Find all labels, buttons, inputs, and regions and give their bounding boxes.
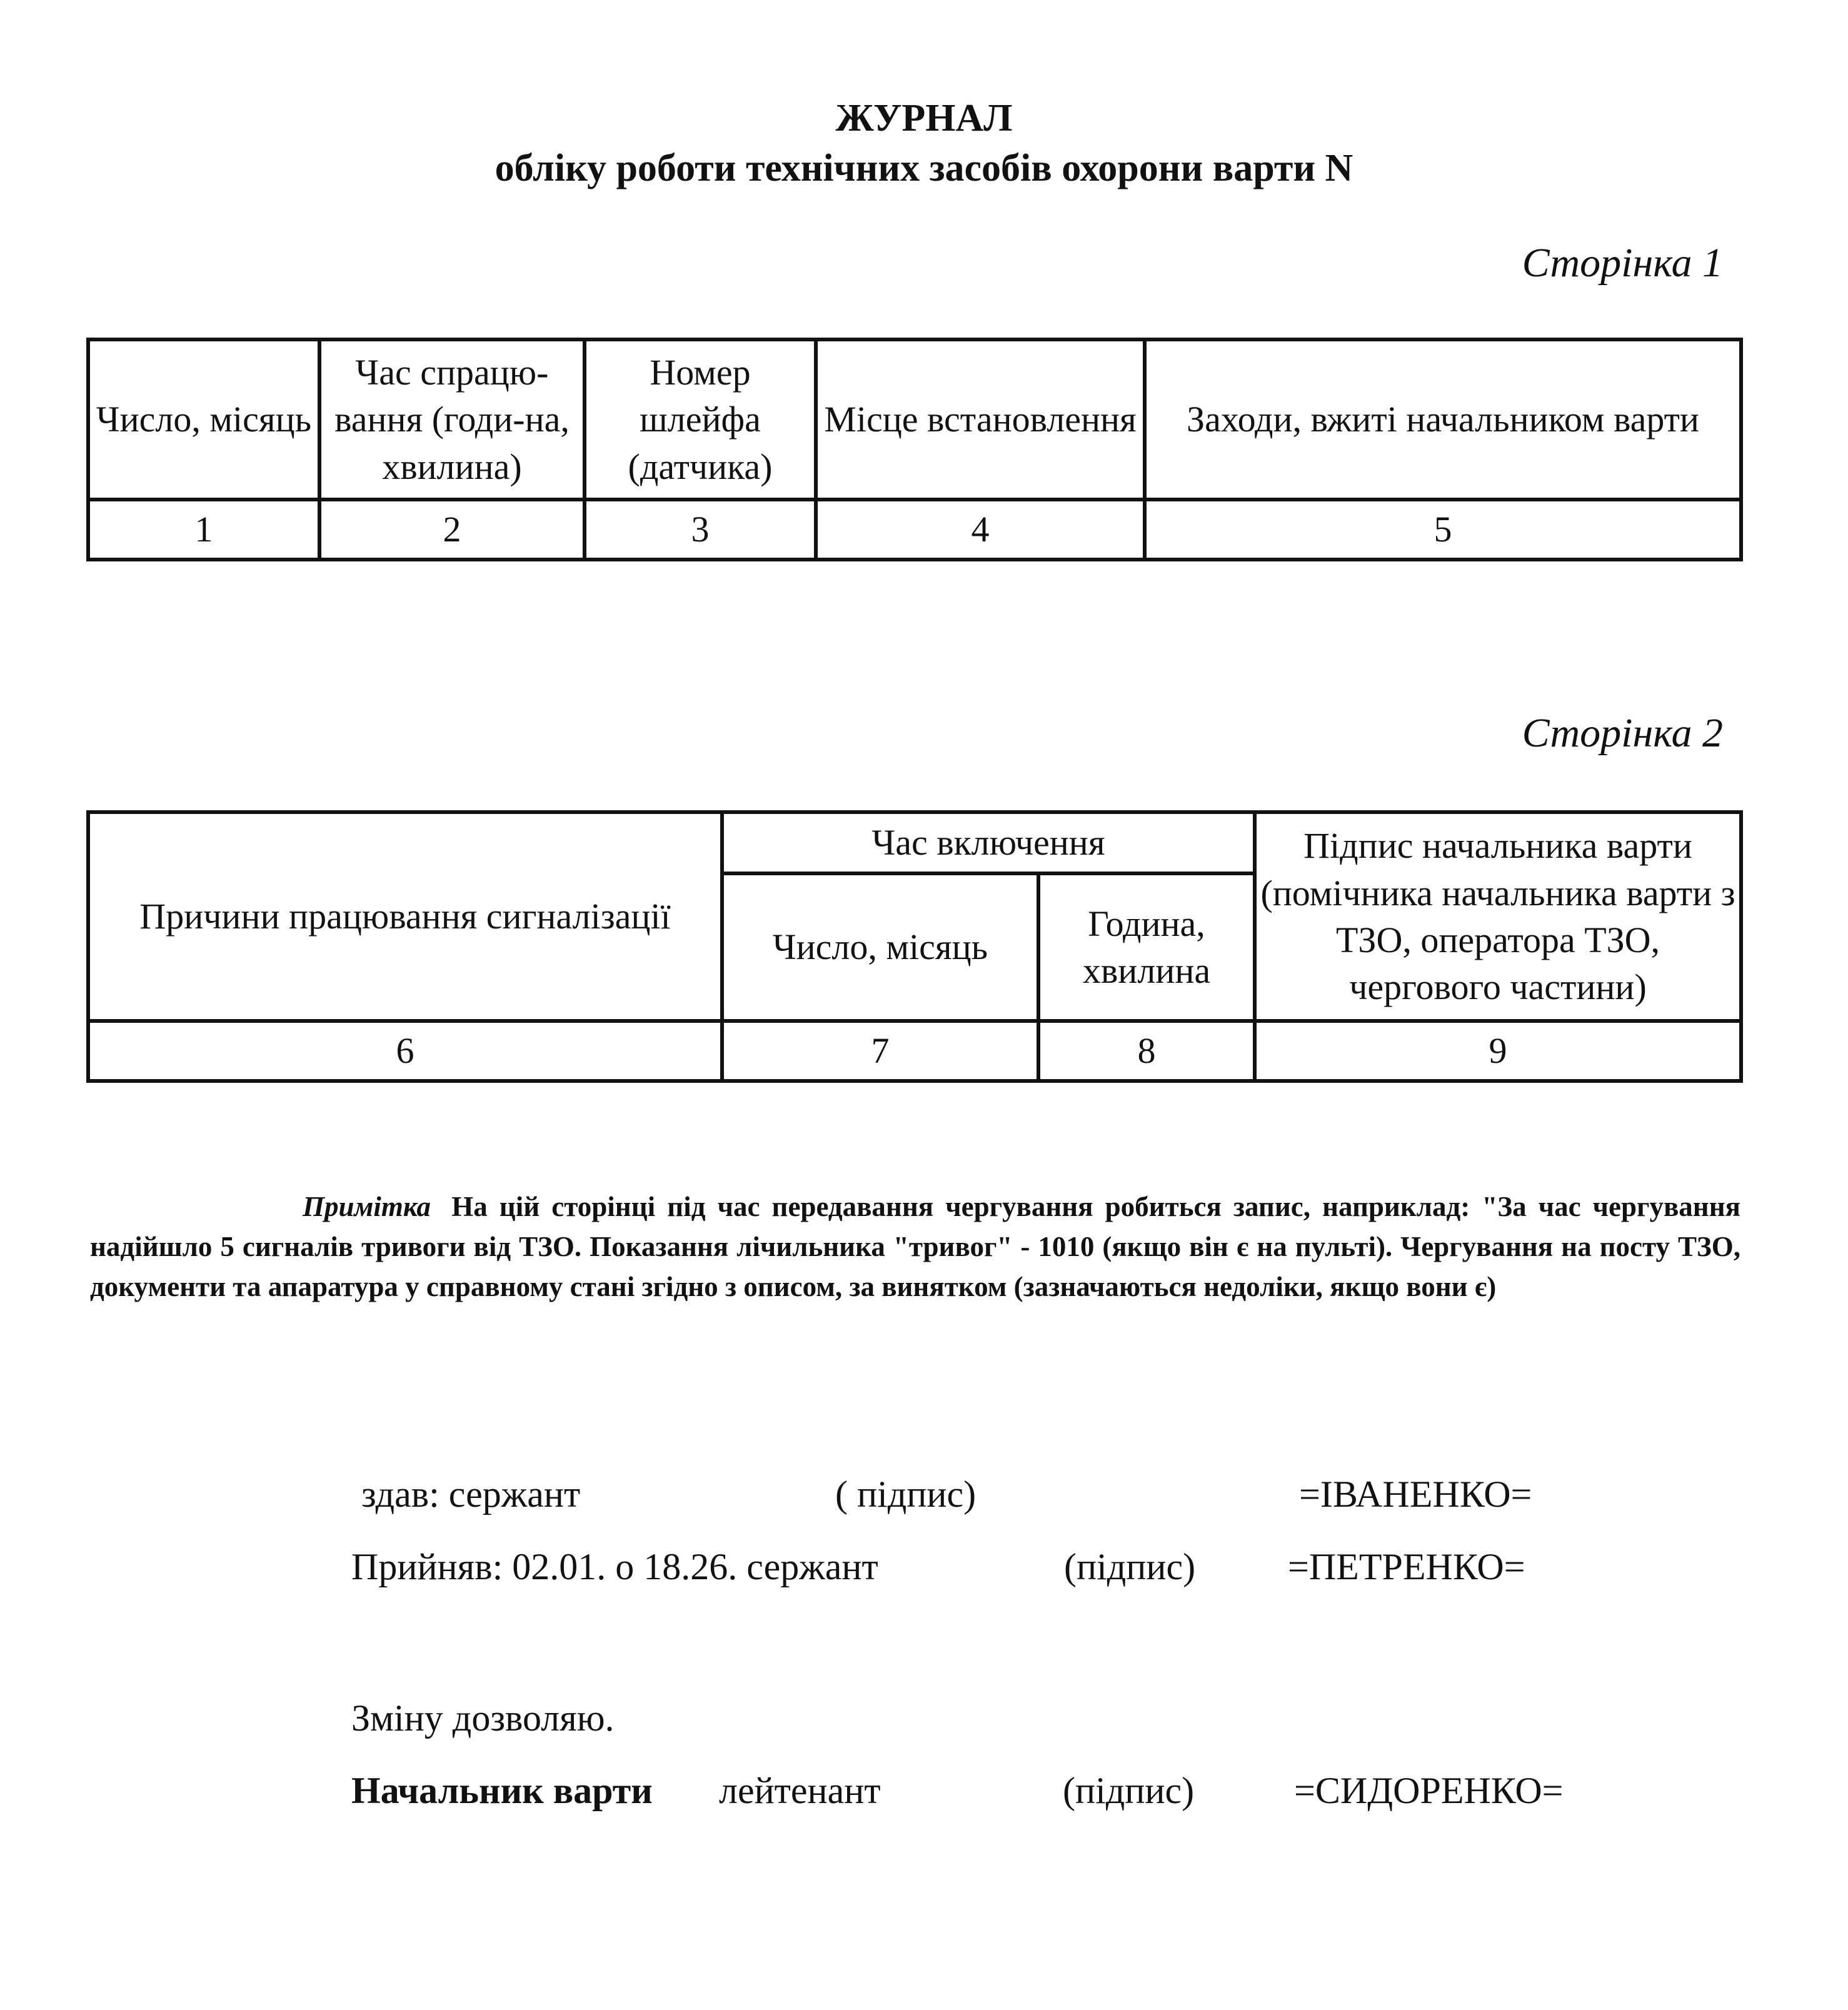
journal-title: ЖУРНАЛ: [835, 97, 1013, 139]
column-header-location: Місце встановлення: [816, 339, 1145, 500]
column-number: 7: [722, 1021, 1038, 1081]
column-number: 8: [1038, 1021, 1255, 1081]
note-text: На цій сторінці під час передавання чергування робиться запис, наприклад: "За час чергування надійшло 5 сигналів тривоги від ТЗО. Показання лічильника "тривог" - 1010 (якщо він є на пульті). Чергування на посту ТЗО, документи та апаратура у справному стані згідно з описом, за винятком (зазначаються недоліки, якщо вони є): [90, 1191, 1740, 1302]
chief-name: =СИДОРЕНКО=: [1294, 1770, 1564, 1811]
column-header-trigger-time: Час спрацю-вання (годи-на, хвилина): [319, 339, 585, 500]
chief-rank: лейтенант: [719, 1770, 881, 1811]
column-header-loop-number: Номер шлейфа (датчика): [585, 339, 816, 500]
column-header-switch-hour: Година, хвилина: [1038, 873, 1255, 1021]
chief-signature: (підпис): [1063, 1770, 1195, 1811]
column-number: 9: [1255, 1021, 1741, 1081]
shift-allowed-text: Зміну дозволяю.: [351, 1697, 615, 1739]
column-group-switch-on-time: Час включення: [722, 812, 1255, 873]
page-2-table: [86, 810, 1743, 1083]
handed-over-signature: ( підпис): [835, 1474, 977, 1515]
column-header-alarm-causes: Причини працювання сигналізації: [88, 812, 722, 1021]
column-number: 2: [319, 500, 585, 560]
page-2-header-row: [88, 812, 1741, 873]
handed-over-name: =ІВАНЕНКО=: [1299, 1474, 1532, 1515]
page-1-header-row: [88, 339, 1741, 500]
column-header-switch-date: Число, місяць: [722, 873, 1038, 1021]
page-1-label: Сторінка 1: [1522, 240, 1723, 286]
page-1-number-row: [88, 500, 1741, 560]
chief-title: Начальник варти: [351, 1770, 653, 1811]
column-number: 5: [1145, 500, 1741, 560]
journal-subtitle: обліку роботи технічних засобів охорони варти N: [495, 147, 1353, 189]
column-header-date: Число, місяць: [88, 339, 319, 500]
accepted-signature: (підпис): [1064, 1546, 1196, 1587]
handed-over-text: здав: сержант: [361, 1474, 581, 1515]
column-number: 6: [88, 1021, 722, 1081]
note-paragraph: [90, 1187, 1740, 1307]
column-header-signature: Підпис начальника варти (помічника начальника варти з ТЗО, оператора ТЗО, чергового частини): [1255, 812, 1741, 1021]
note-label: Примітка: [303, 1191, 431, 1222]
page-2-label: Сторінка 2: [1522, 710, 1723, 756]
column-number: 3: [585, 500, 816, 560]
accepted-text: Прийняв: 02.01. о 18.26. сержант: [351, 1546, 878, 1587]
page-2-number-row: [88, 1021, 1741, 1081]
accepted-name: =ПЕТРЕНКО=: [1288, 1546, 1525, 1587]
column-number: 4: [816, 500, 1145, 560]
page-1-table: [86, 338, 1743, 561]
column-header-measures: Заходи, вжиті начальником варти: [1145, 339, 1741, 500]
column-number: 1: [88, 500, 319, 560]
